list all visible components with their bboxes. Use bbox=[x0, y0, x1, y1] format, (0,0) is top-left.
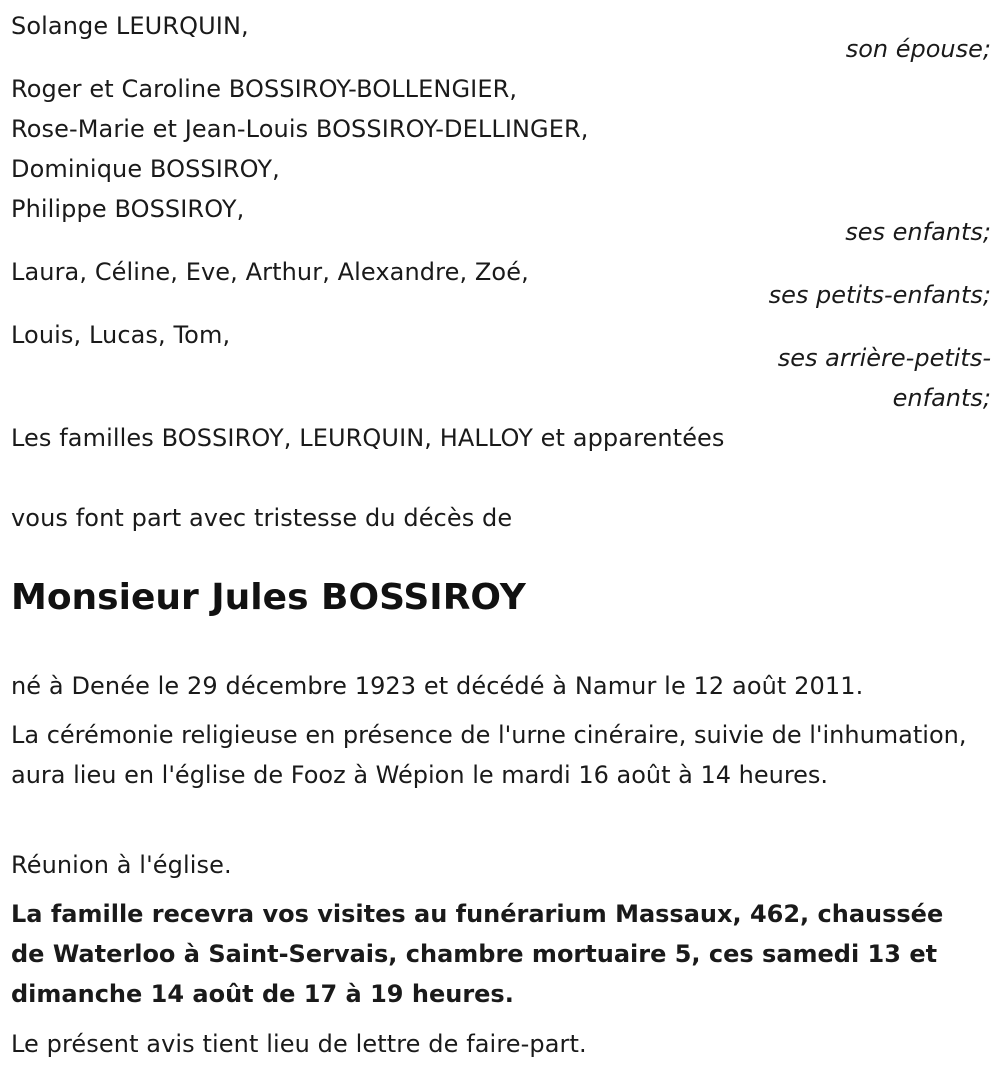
child-name: Philippe BOSSIROY, bbox=[11, 195, 245, 223]
children-relation: ses enfants; bbox=[845, 218, 991, 246]
closing-note: Le présent avis tient lieu de lettre de faire-part. bbox=[11, 1030, 587, 1058]
great-grandchildren-relation-line2: enfants; bbox=[892, 384, 991, 412]
spouse-relation: son épouse; bbox=[845, 35, 991, 63]
birth-death-info: né à Denée le 29 décembre 1923 et décédé à Namur le 12 août 2011. bbox=[11, 672, 864, 700]
great-grandchildren-names: Louis, Lucas, Tom, bbox=[11, 321, 231, 349]
deceased-name: Monsieur Jules BOSSIROY bbox=[11, 577, 526, 618]
grandchildren-names: Laura, Céline, Eve, Arthur, Alexandre, Zoé, bbox=[11, 258, 529, 286]
great-grandchildren-relation-line1: ses arrière-petits- bbox=[777, 344, 991, 372]
child-name: Dominique BOSSIROY, bbox=[11, 155, 280, 183]
child-name: Roger et Caroline BOSSIROY-BOLLENGIER, bbox=[11, 75, 518, 103]
visits-info: La famille recevra vos visites au funérarium Massaux, 462, chaussée de Waterloo à Saint-Servais, chambre mortuaire 5, ces samedi 13 et dimanche 14 août de 17 à 19 heures. bbox=[11, 900, 944, 1008]
announcement-intro: vous font part avec tristesse du décès de bbox=[11, 504, 513, 532]
spouse-name: Solange LEURQUIN, bbox=[11, 12, 249, 40]
child-name: Rose-Marie et Jean-Louis BOSSIROY-DELLINGER, bbox=[11, 115, 589, 143]
ceremony-info: La cérémonie religieuse en présence de l'urne cinéraire, suivie de l'inhumation, aura lieu en l'église de Fooz à Wépion le mardi 16 août à 14 heures. bbox=[11, 721, 967, 789]
meeting-info: Réunion à l'église. bbox=[11, 851, 232, 879]
grandchildren-relation: ses petits-enfants; bbox=[768, 281, 991, 309]
families-line: Les familles BOSSIROY, LEURQUIN, HALLOY et apparentées bbox=[11, 424, 725, 452]
